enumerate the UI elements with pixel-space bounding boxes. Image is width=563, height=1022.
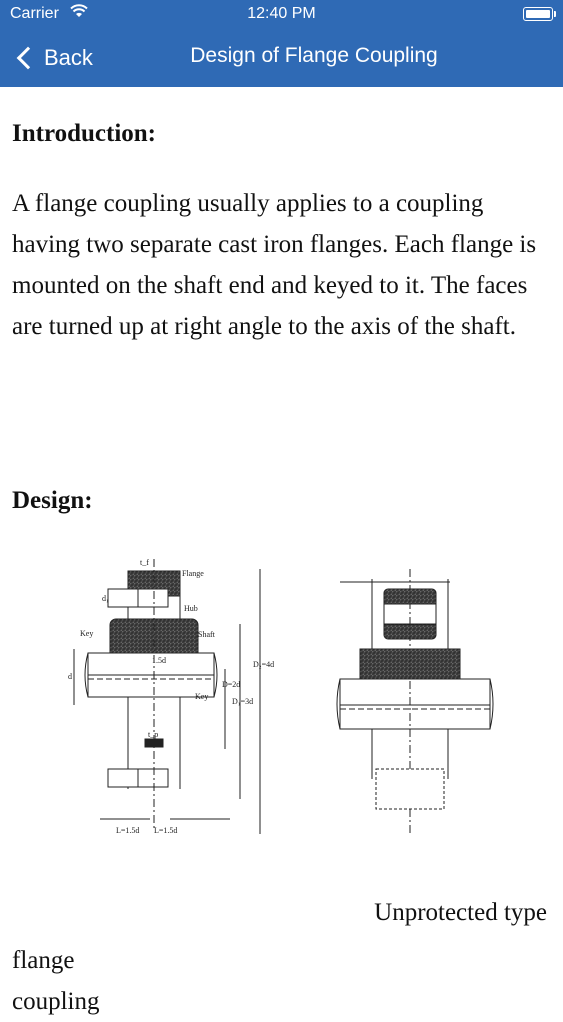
- D2-label: D₂=4d: [253, 660, 275, 669]
- flange-coupling-diagram: [60, 549, 505, 889]
- caption-unprotected-type: Unprotected type: [374, 899, 547, 926]
- flange-label: Flange: [182, 569, 204, 578]
- unprotected-type-coupling: [337, 569, 493, 834]
- status-bar: [0, 0, 563, 30]
- article-content: [0, 87, 563, 1015]
- d-label: d: [68, 672, 72, 681]
- back-label: Back: [44, 45, 93, 70]
- navigation-bar: [0, 30, 563, 87]
- carrier-label: Carrier: [10, 5, 59, 22]
- battery-icon: [523, 7, 553, 21]
- page-title: Design of Flange Coupling: [190, 44, 438, 67]
- protected-type-coupling: [68, 558, 274, 835]
- key2-label: Key: [195, 692, 209, 701]
- app-header: [0, 0, 563, 87]
- clock: 12:40 PM: [247, 5, 316, 22]
- L1-label: L=1.5d: [116, 826, 140, 835]
- design-heading: Design:: [12, 487, 93, 514]
- D1-label: D₁=3d: [232, 697, 254, 706]
- introduction-heading: Introduction:: [12, 120, 157, 147]
- L2-label: L=1.5d: [154, 826, 178, 835]
- shaft-label: Shaft: [198, 630, 215, 639]
- d1-label: d₁: [102, 594, 109, 603]
- tp-label: t_p: [148, 730, 159, 739]
- hub-label: Hub: [184, 604, 198, 613]
- tf-label: t_f: [140, 558, 149, 567]
- caption-continuation: [12, 940, 100, 1022]
- d15-label: 1.5d: [152, 656, 166, 665]
- caption-coupling: coupling: [12, 988, 100, 1015]
- D-label: D=2d: [222, 680, 241, 689]
- introduction-paragraph: A flange coupling usually applies to a coupling having two separate cast iron flanges. Each flange is mounted on the shaft end and keyed to it. The faces are turned up at right angle to the axis of the shaft.: [12, 190, 537, 340]
- caption-flange: flange: [12, 947, 75, 974]
- key-label: Key: [80, 629, 94, 638]
